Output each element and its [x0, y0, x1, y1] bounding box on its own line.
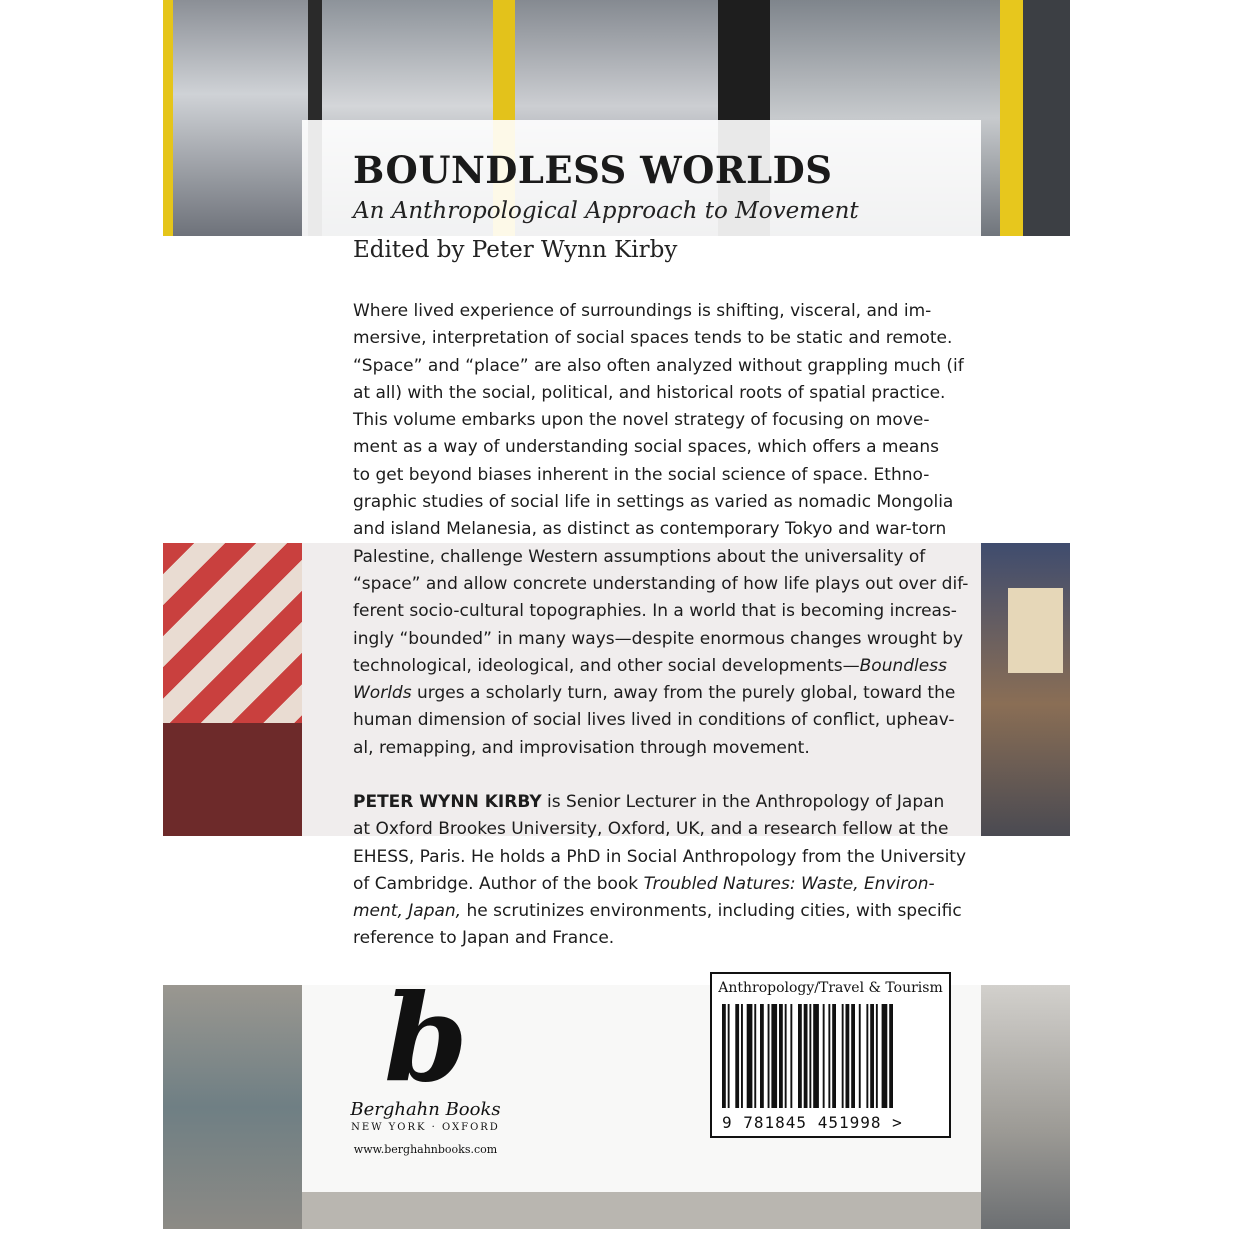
- barcode-bar: [785, 1004, 787, 1108]
- bio-book-title: Troubled Natures: Waste, Environ-: [643, 873, 935, 894]
- description-line: and island Melanesia, as distinct as contemporary Tokyo and war-torn: [353, 519, 947, 540]
- description-line: “Space” and “place” are also often analyzed without grappling much (if: [353, 355, 964, 376]
- description-title-italic: Boundless: [859, 655, 947, 676]
- barcode-bar: [728, 1004, 730, 1108]
- barcode-bar: [790, 1004, 792, 1108]
- description-line: Where lived experience of surroundings is shifting, visceral, and im-: [353, 301, 932, 321]
- barcode-bar: [779, 1004, 783, 1108]
- barcode-bar: [828, 1004, 830, 1108]
- barcode-bar: [876, 1004, 878, 1108]
- barcode-bar: [771, 1004, 777, 1108]
- barcode-bar: [809, 1004, 811, 1108]
- barcode-bar: [741, 1004, 743, 1108]
- book-title: BOUNDLESS WORLDS: [353, 148, 833, 192]
- photo-panel: [981, 543, 1070, 836]
- publisher-block: [343, 968, 508, 1156]
- barcode-block: [710, 972, 951, 1138]
- description-title-italic: Worlds: [353, 683, 412, 704]
- photo-panel: [1000, 0, 1023, 236]
- barcode-bar: [813, 1004, 819, 1108]
- photo-panel: [163, 0, 308, 236]
- barcode-icon: [722, 1004, 942, 1112]
- description-line: This volume embarks upon the novel strategy of focusing on move-: [353, 410, 930, 431]
- description-text: technological, ideological, and other social developments—: [353, 655, 860, 676]
- description-line: graphic studies of social life in settings as varied as nomadic Mongolia: [353, 492, 954, 513]
- barcode-bar: [735, 1004, 739, 1108]
- description-text: urges a scholarly turn, away from the purely global, toward the: [411, 683, 956, 704]
- bio-line: [353, 789, 943, 816]
- bio-line: [353, 898, 962, 925]
- barcode-bar: [768, 1004, 770, 1108]
- barcode-bar: [870, 1004, 874, 1108]
- photo-panel: [163, 723, 302, 836]
- bio-text: of Cambridge. Author of the book: [353, 873, 644, 894]
- photo-panel: [981, 985, 1070, 1229]
- barcode-bar: [722, 1004, 726, 1108]
- description-line: at all) with the social, political, and historical roots of spatial practice.: [353, 382, 946, 403]
- barcode-bar: [798, 1004, 802, 1108]
- description-line: ingly “bounded” in many ways—despite enormous changes wrought by: [353, 628, 964, 649]
- barcode-bar: [851, 1004, 855, 1108]
- barcode-bar: [832, 1004, 836, 1108]
- bio-line: reference to Japan and France.: [353, 928, 615, 949]
- barcode-bar: [842, 1004, 844, 1108]
- bio-book-title: ment, Japan,: [353, 901, 462, 922]
- photo-panel: [1023, 0, 1070, 236]
- photo-panel: [163, 985, 302, 1229]
- description-line: [353, 653, 947, 680]
- description-line: to get beyond biases inherent in the social science of space. Ethno-: [353, 464, 930, 485]
- bio-line: EHESS, Paris. He holds a PhD in Social Anthropology from the University: [353, 846, 967, 867]
- description-line: ferent socio-cultural topographies. In a world that is becoming increas-: [353, 601, 957, 622]
- bio-text: he scrutinizes environments, including cities, with specific: [461, 901, 962, 922]
- bio-line: at Oxford Brookes University, Oxford, UK, and a research fellow at the: [353, 819, 949, 840]
- description-line: al, remapping, and improvisation through movement.: [353, 737, 810, 758]
- photo-panel: [1008, 588, 1063, 673]
- book-editor: Edited by Peter Wynn Kirby: [353, 237, 678, 263]
- barcode-bar: [859, 1004, 861, 1108]
- bio-text: is Senior Lecturer in the Anthropology of Japan: [541, 792, 945, 812]
- bio-line: [353, 871, 943, 898]
- subject-category: Anthropology/Travel & Tourism: [718, 980, 943, 996]
- photo-panel: [163, 0, 173, 236]
- barcode-bar: [747, 1004, 753, 1108]
- publisher-cities: NEW YORK · OXFORD: [351, 1122, 500, 1133]
- book-subtitle: An Anthropological Approach to Movement: [353, 198, 859, 224]
- barcode-bar: [889, 1004, 893, 1108]
- description-line: Palestine, challenge Western assumptions about the universality of: [353, 546, 926, 567]
- barcode-bar: [823, 1004, 825, 1108]
- barcode-bar: [866, 1004, 868, 1108]
- book-description: [353, 298, 969, 762]
- publisher-logo-letter: b: [383, 968, 468, 1109]
- description-line: ment as a way of understanding social spaces, which offers a means: [353, 437, 939, 458]
- description-line: [353, 680, 956, 707]
- description-line: human dimension of social lives lived in conditions of conflict, upheav-: [353, 710, 955, 731]
- publisher-url: www.berghahnbooks.com: [353, 1143, 498, 1156]
- author-name: PETER WYNN KIRBY: [353, 792, 542, 812]
- isbn-digits: 9 781845 451998 >: [722, 1113, 903, 1132]
- publisher-logo-icon: [383, 968, 468, 1109]
- author-bio: [353, 789, 967, 953]
- barcode-bar: [846, 1004, 850, 1108]
- barcode-bar: [760, 1004, 764, 1108]
- description-line: mersive, interpretation of social spaces tends to be static and remote.: [353, 328, 953, 349]
- book-back-cover: [163, 0, 1070, 1229]
- publisher-name: Berghahn Books: [350, 1099, 501, 1120]
- barcode-bar: [804, 1004, 808, 1108]
- barcode-bar: [754, 1004, 756, 1108]
- barcode-bar: [882, 1004, 888, 1108]
- description-line: “space” and allow concrete understanding of how life plays out over dif-: [353, 573, 969, 594]
